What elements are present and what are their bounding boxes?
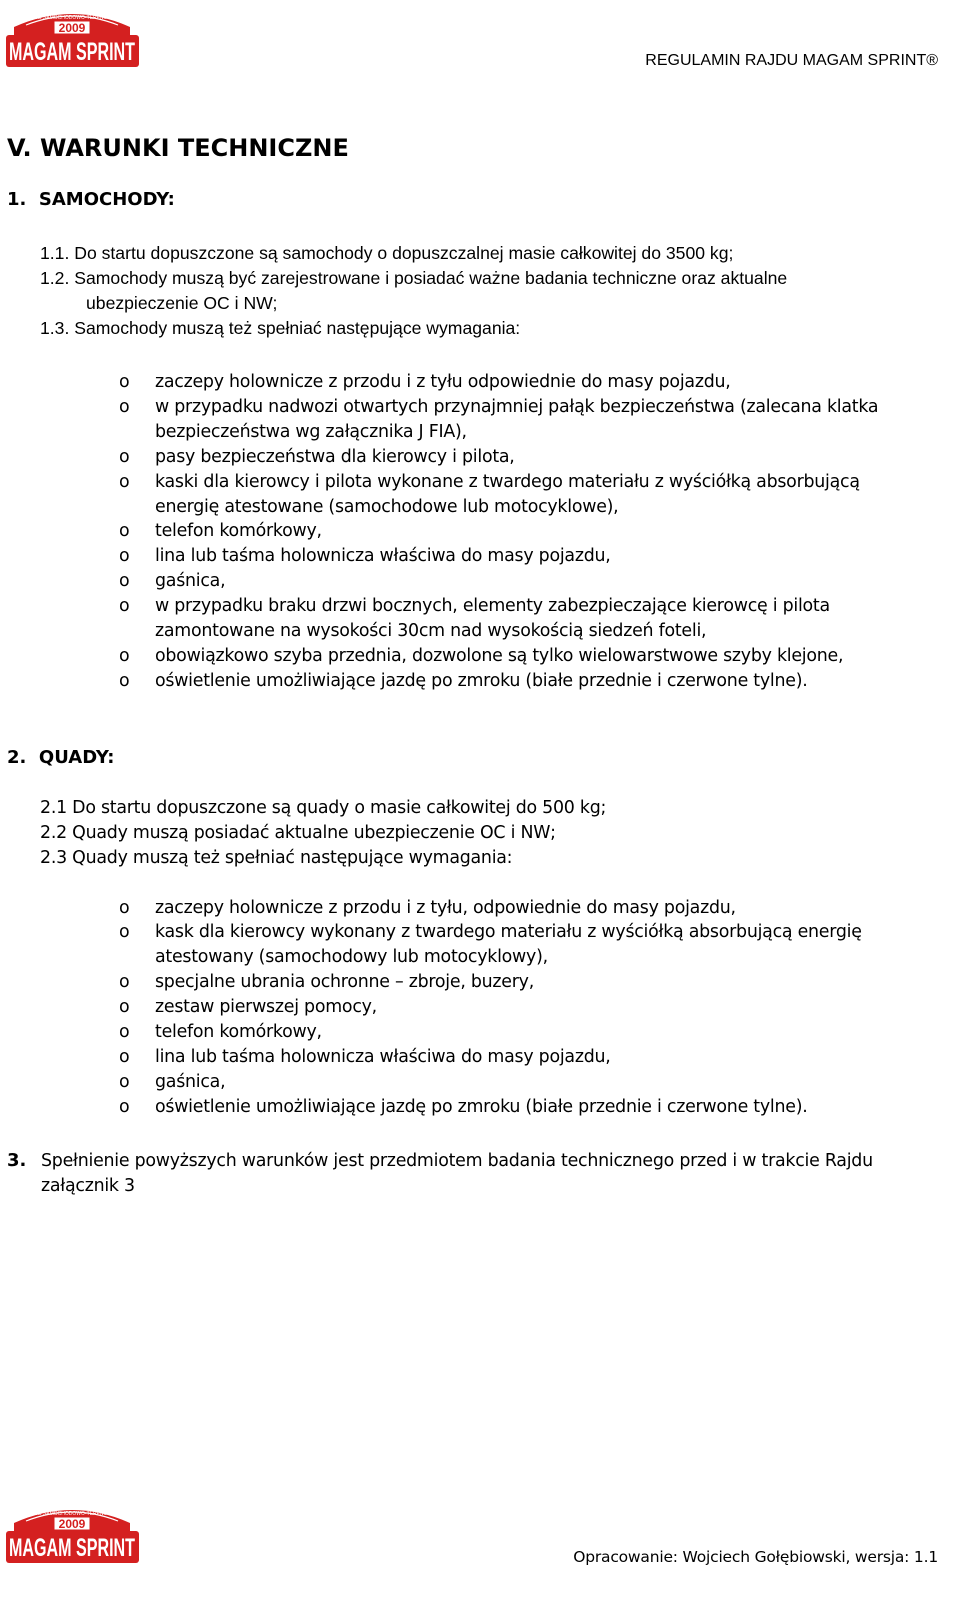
- list-bullet: o: [119, 546, 130, 566]
- list-bullet: o: [119, 1072, 130, 1092]
- list-item-cont: bezpieczeństwa wg załącznika J FIA),: [155, 422, 467, 442]
- svg-text:2009: 2009: [58, 1517, 86, 1531]
- list-item: lina lub taśma holownicza właściwa do masy pojazdu,: [155, 546, 611, 566]
- list-item: pasy bezpieczeństwa dla kierowcy i pilota,: [155, 447, 515, 467]
- magam-sprint-logo: [4, 5, 141, 69]
- paragraph-1-3: 1.3. Samochody muszą też spełniać następujące wymagania:: [40, 318, 521, 338]
- list-bullet: o: [119, 972, 130, 992]
- list-bullet: o: [119, 397, 130, 417]
- paragraph-1-1: 1.1. Do startu dopuszczone są samochody o dopuszczalnej masie całkowitej do 3500 kg;: [40, 243, 734, 263]
- cars-heading: 1. SAMOCHODY:: [7, 189, 175, 210]
- point-3-text: Spełnienie powyższych warunków jest przedmiotem badania technicznego przed i w trakcie Rajdu: [41, 1151, 873, 1171]
- list-bullet: o: [119, 472, 130, 492]
- paragraph-2-3: 2.3 Quady muszą też spełniać następujące wymagania:: [40, 848, 513, 868]
- list-item-cont: zamontowane na wysokości 30cm nad wysokością siedzeń foteli,: [155, 621, 707, 641]
- list-item: gaśnica,: [155, 1072, 226, 1092]
- list-item: kask dla kierowcy wykonany z twardego materiału z wyściółką absorbującą energię: [155, 922, 862, 942]
- footer-author: Opracowanie: Wojciech Gołębiowski, wersja: 1.1: [573, 1548, 938, 1566]
- paragraph-2-2: 2.2 Quady muszą posiadać aktualne ubezpieczenie OC i NW;: [40, 823, 556, 843]
- list-bullet: o: [119, 898, 130, 918]
- svg-text:MAGAM SPRINT: MAGAM SPRINT: [9, 1534, 135, 1562]
- list-bullet: o: [119, 1022, 130, 1042]
- list-item: w przypadku braku drzwi bocznych, elementy zabezpieczające kierowcę i pilota: [155, 596, 830, 616]
- list-bullet: o: [119, 447, 130, 467]
- list-item: oświetlenie umożliwiające jazdę po zmroku (białe przednie i czerwone tylne).: [155, 1097, 808, 1117]
- list-bullet: o: [119, 922, 130, 942]
- list-bullet: o: [119, 671, 130, 691]
- list-bullet: o: [119, 1047, 130, 1067]
- list-bullet: o: [119, 646, 130, 666]
- list-item: obowiązkowo szyba przednia, dozwolone są tylko wielowarstwowe szyby klejone,: [155, 646, 844, 666]
- svg-text:MAGAM SPRINT: MAGAM SPRINT: [9, 38, 135, 66]
- section-title: V. WARUNKI TECHNICZNE: [7, 134, 349, 162]
- point-3-number: 3.: [7, 1150, 27, 1171]
- list-item: zaczepy holownicze z przodu i z tyłu, odpowiednie do masy pojazdu,: [155, 898, 736, 918]
- footer-magam-sprint-logo: [4, 1501, 141, 1565]
- list-item: telefon komórkowy,: [155, 521, 322, 541]
- list-item: oświetlenie umożliwiające jazdę po zmroku (białe przednie i czerwone tylne).: [155, 671, 808, 691]
- list-bullet: o: [119, 1097, 130, 1117]
- list-bullet: o: [119, 571, 130, 591]
- paragraph-1-2: 1.2. Samochody muszą być zarejestrowane i posiadać ważne badania techniczne oraz aktualne: [40, 268, 788, 288]
- point-3-text-cont: załącznik 3: [41, 1176, 135, 1196]
- list-bullet: o: [119, 521, 130, 541]
- list-bullet: o: [119, 372, 130, 392]
- list-item: telefon komórkowy,: [155, 1022, 322, 1042]
- svg-text:RAJD SAMOCHODOWO-TERENOWY: RAJD SAMOCHODOWO-TERENOWY: [28, 15, 116, 21]
- list-item: gaśnica,: [155, 571, 226, 591]
- list-item: kaski dla kierowcy i pilota wykonane z twardego materiału z wyściółką absorbującą: [155, 472, 860, 492]
- svg-text:2009: 2009: [58, 21, 86, 35]
- list-bullet: o: [119, 596, 130, 616]
- list-item: zestaw pierwszej pomocy,: [155, 997, 377, 1017]
- list-item: zaczepy holownicze z przodu i z tyłu odpowiednie do masy pojazdu,: [155, 372, 731, 392]
- svg-text:RAJD SAMOCHODOWO-TERENOWY: RAJD SAMOCHODOWO-TERENOWY: [28, 1511, 116, 1517]
- paragraph-2-1: 2.1 Do startu dopuszczone są quady o masie całkowitej do 500 kg;: [40, 798, 607, 818]
- list-item: lina lub taśma holownicza właściwa do masy pojazdu,: [155, 1047, 611, 1067]
- list-item-cont: atestowany (samochodowy lub motocyklowy),: [155, 947, 548, 967]
- document-title: REGULAMIN RAJDU MAGAM SPRINT®: [645, 52, 938, 69]
- list-item: w przypadku nadwozi otwartych przynajmniej pałąk bezpieczeństwa (zalecana klatka: [155, 397, 879, 417]
- list-item: specjalne ubrania ochronne – zbroje, buzery,: [155, 972, 534, 992]
- list-item-cont: energię atestowane (samochodowe lub motocyklowe),: [155, 497, 619, 517]
- list-bullet: o: [119, 997, 130, 1017]
- quads-heading: 2. QUADY:: [7, 747, 115, 768]
- paragraph-1-2-cont: ubezpieczenie OC i NW;: [86, 293, 278, 313]
